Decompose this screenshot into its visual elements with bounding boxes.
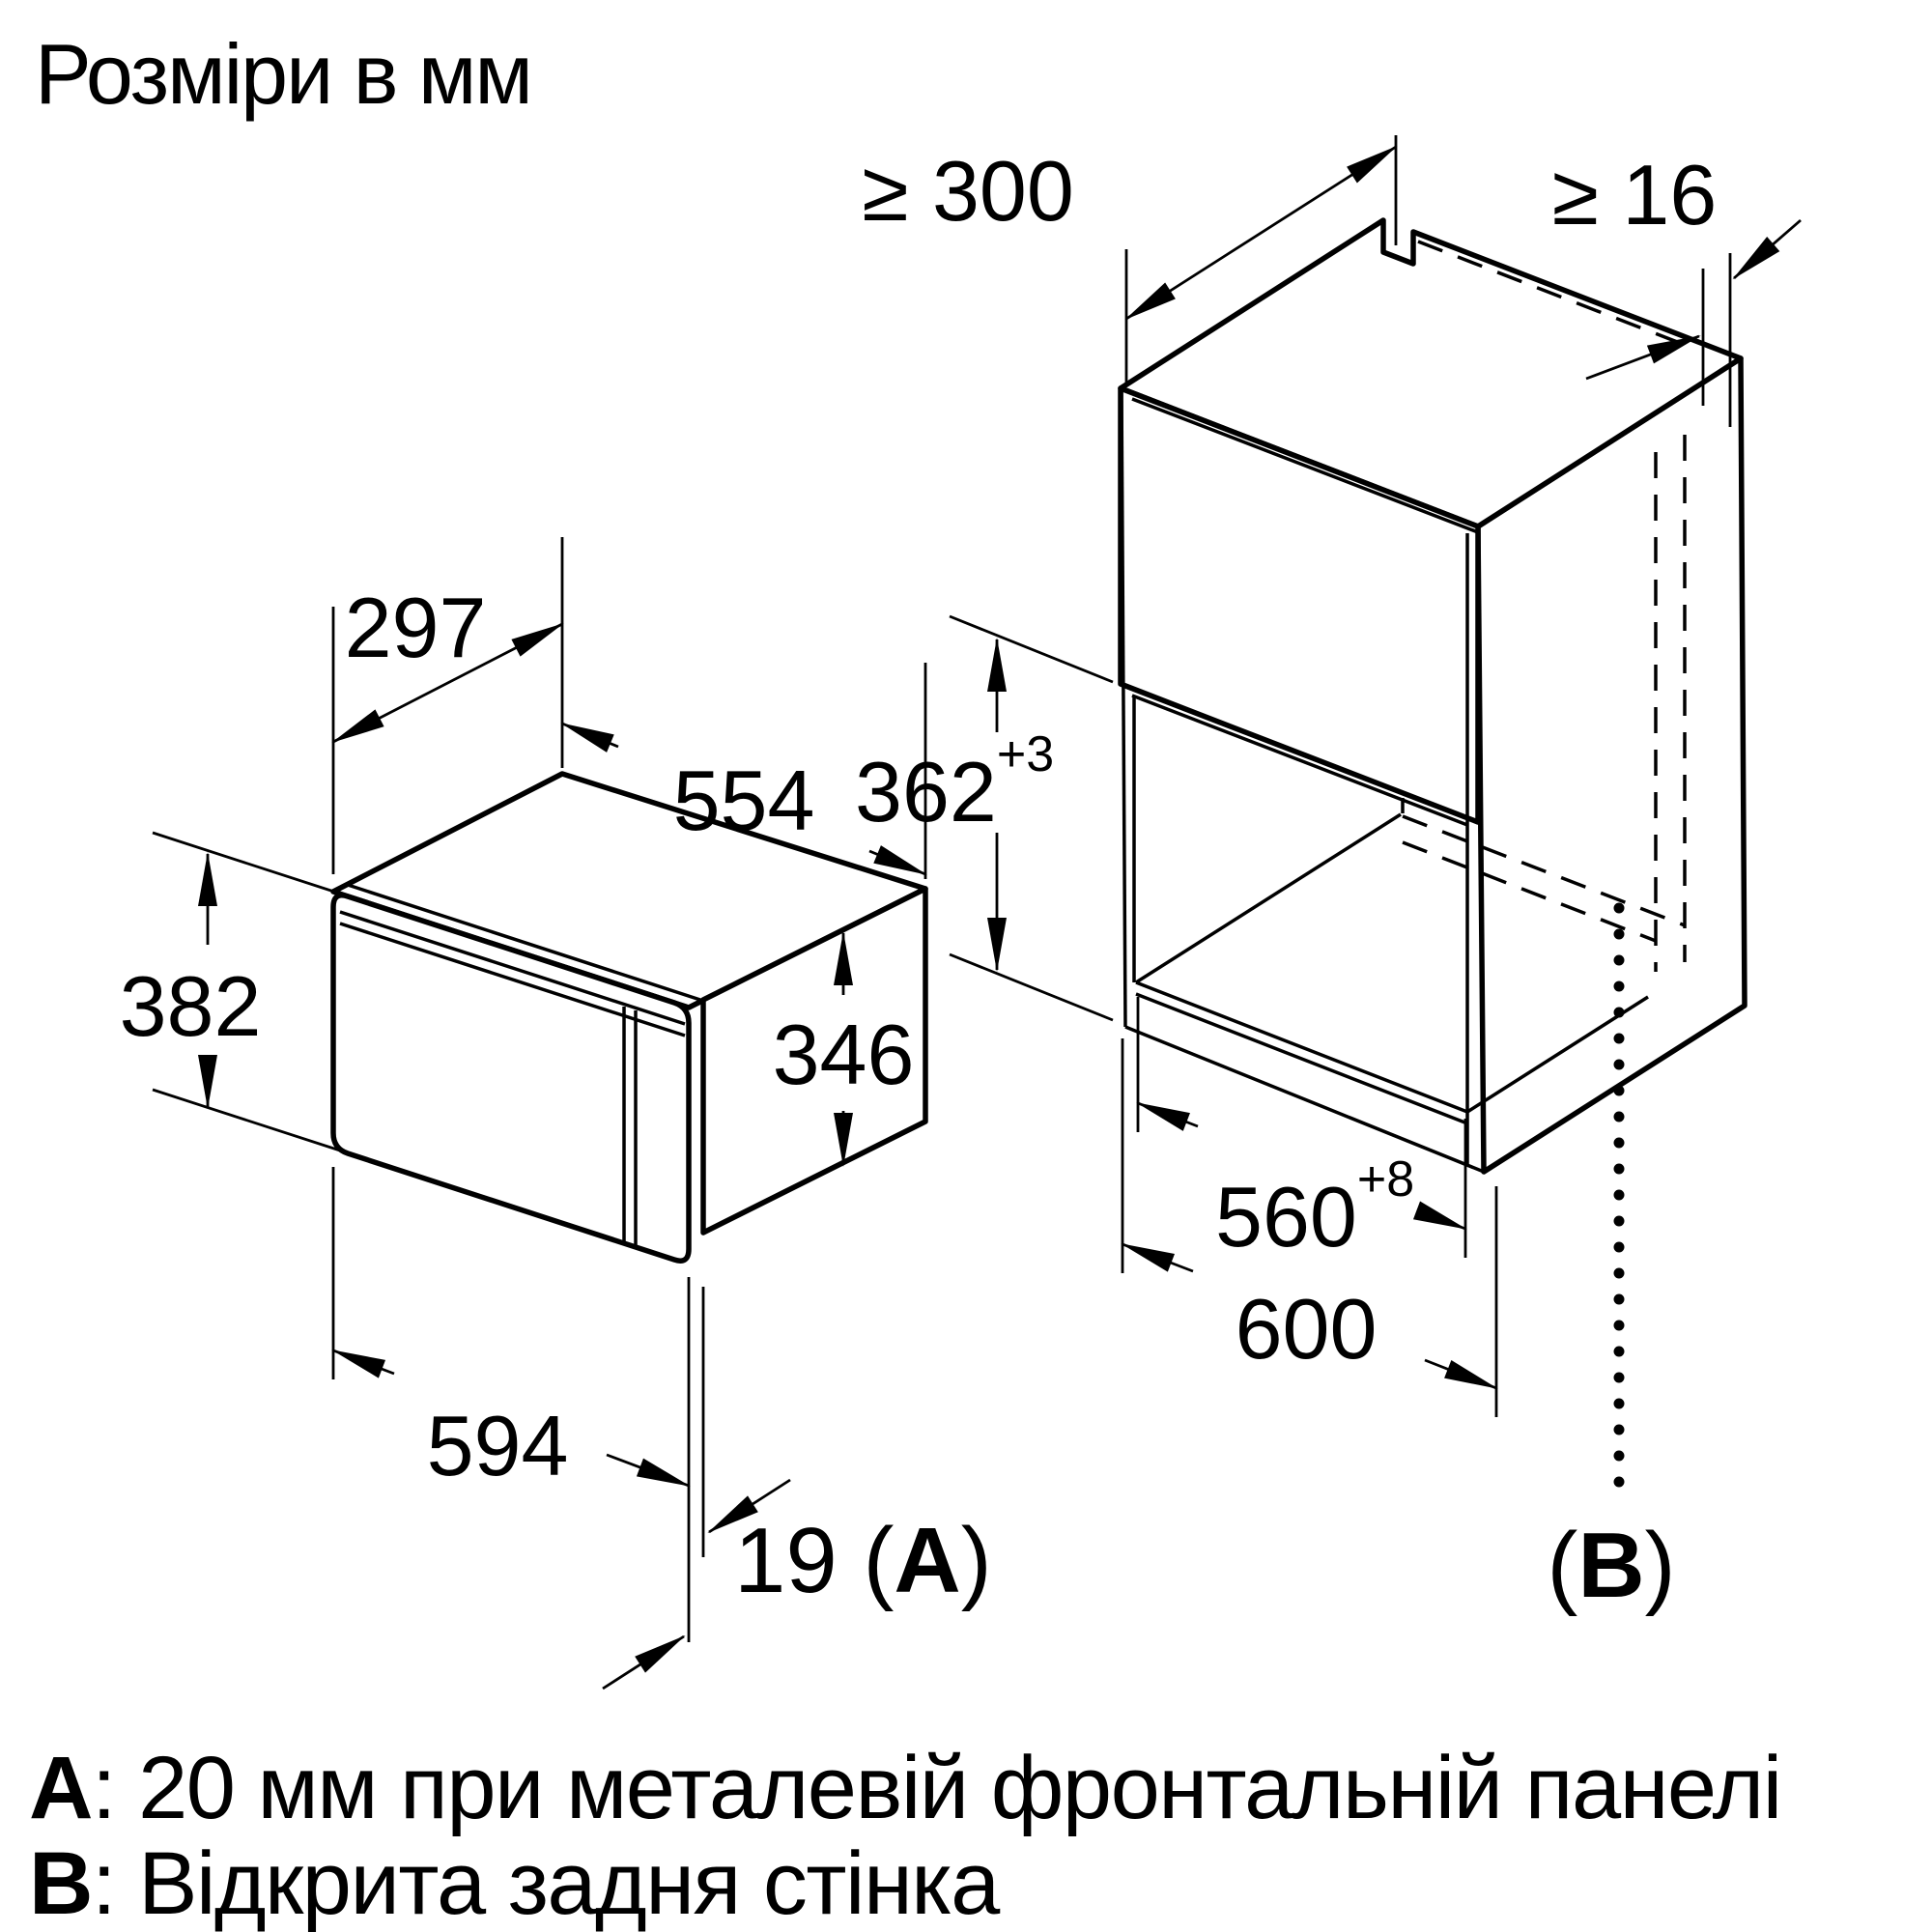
dim-362-label: $362^{+3}$ [855, 726, 1055, 839]
dim-300-label: ≥ 300 [862, 143, 1074, 239]
footnote-b-letter: B [29, 1834, 92, 1932]
footnotes [29, 1741, 1781, 1932]
dim-382-label: 382 [119, 958, 262, 1054]
footnote-b [29, 1836, 1781, 1932]
footnote-a-text: : 20 мм при металевій фронтальній панелі [91, 1739, 1781, 1837]
dim-600-label: 600 [1235, 1281, 1378, 1377]
page-title: Розміри в мм [35, 26, 531, 122]
dim-297-label: 297 [344, 580, 487, 675]
footnote-a-letter: A [29, 1739, 92, 1837]
dim-front-height [120, 833, 340, 1151]
dim-346-label: 346 [772, 1007, 915, 1102]
label-B: (B) [1547, 1514, 1676, 1617]
dim-front-gap [603, 1277, 992, 1689]
dim-594-label: 594 [426, 1398, 569, 1493]
footnote-a [29, 1741, 1781, 1836]
dim-554-label: 554 [672, 753, 815, 848]
footnote-b-text: : Відкрита задня стінка [91, 1834, 999, 1932]
dim-16-label: ≥ 16 [1551, 147, 1718, 242]
dim-560-label: $560^{+8}$ [1215, 1151, 1415, 1264]
dim-niche-width [1138, 997, 1465, 1264]
cabinet-drawing [855, 135, 1801, 1617]
dim-19A-label: 19 (A) [734, 1509, 992, 1612]
microwave-drawing [120, 537, 992, 1689]
